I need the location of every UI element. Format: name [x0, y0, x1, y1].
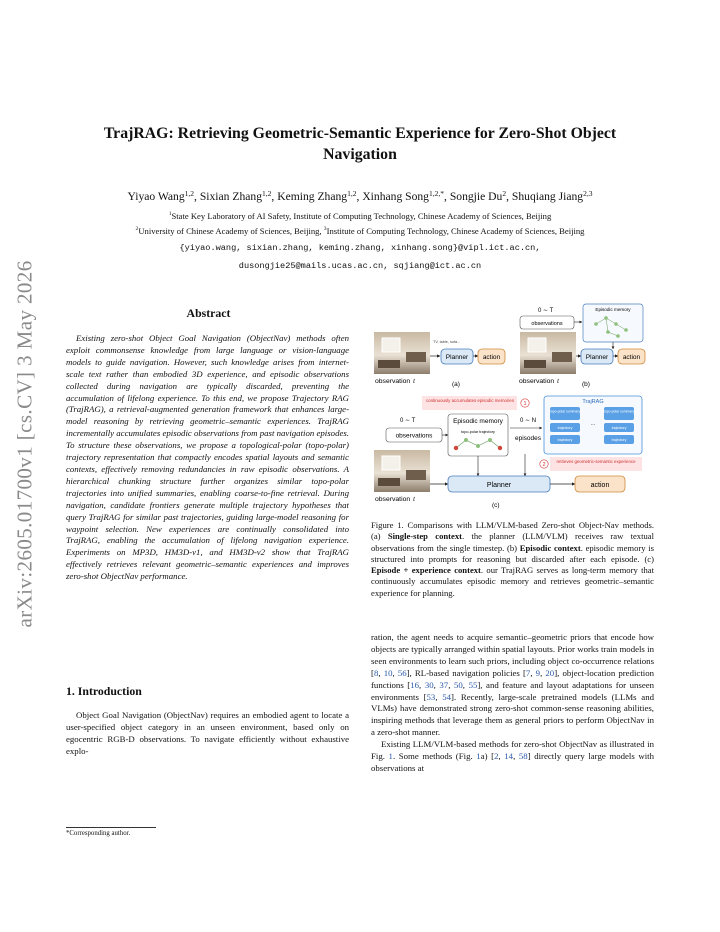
author: Songjie Du: [449, 190, 503, 203]
citation-link[interactable]: 9: [535, 667, 541, 678]
author: Xinhang Song: [362, 190, 429, 203]
panel-a-label: (a): [452, 381, 460, 388]
citation-link[interactable]: 16: [410, 679, 420, 690]
citation-link[interactable]: 14: [504, 751, 514, 762]
affiliation-line-2: $^2$University of Chinese Academy of Sciences, Beijing, $^3$Institute of Computing Technology, Chinese Academy of Sciences, Beijing: [135, 226, 585, 236]
abstract-text: Existing zero-shot Object Goal Navigation (ObjectNav) methods often exploit commonsense knowledge from large language or vision-language models to guide navigation. However, such knowledge arises from internet-scale text rather than embodied 3D experience, and episodic observations collected during navigation are typically discarded, preventing the accumulation of lifelong experience. To this end, we propose Trajectory RAG (TrajRAG), a retrieval-augmented generation framework that enhances large-model reasoning by retrieving geometric–semantic experiences. TrajRAG incrementally accumulates episodic observations from past navigation episodes. To structure these observations, we propose a topological-polar (topo-polar) trajectory representation that compactly encodes spatial layouts and semantic contexts, effectively removing redundancies in raw episodic observations. A hierarchical chunking structure further organizes similar topo-polar trajectories into unified summaries, enabling coarse-to-fine retrieval. During navigation, candidate frontiers generate multiple trajectory hypotheses that query TrajRAG for similar past trajectories, guiding large-model reasoning for waypoint selection. New experiences are continually consolidated into TrajRAG, enabling the accumulation of lifelong navigation experience. Experiments on MP3D, HM3D-v1, and HM3D-v2 show that TrajRAG effectively retrieves relevant geometric–semantic experiences and improves zero-shot ObjectNav performance.: [66, 333, 349, 582]
right-column-body: [371, 632, 654, 775]
citation-link[interactable]: 7: [525, 667, 531, 678]
email-line-1: {yiyao.wang, sixian.zhang, keming.zhang, xinhang.song}@vipl.ict.ac.cn,: [179, 243, 541, 253]
note-text-1: continuously accumulates episodic memories: [425, 398, 515, 403]
episodes-label: episodes: [515, 435, 542, 442]
author: Yiyao Wang: [127, 190, 185, 203]
arxiv-stamp: arXiv:2605.01700v1 [cs.CV] 3 May 2026: [12, 260, 37, 628]
planner-label: Planner: [486, 482, 512, 489]
citation-link[interactable]: 50: [453, 679, 463, 690]
obs-caption: observation t: [375, 496, 416, 503]
range-label: 0 ∼ N: [520, 418, 537, 424]
range-label: 0 ∼ T: [538, 308, 554, 314]
intro-paragraph: Object Goal Navigation (ObjectNav) requires an embodied agent to locate a user-specified object category in an unseen environment, based only on egocentric RGB-D observations. To navigate efficiently without exhaustive explo-: [66, 710, 349, 756]
action-label: action: [622, 354, 641, 361]
paragraph: ration, the agent needs to acquire semantic–geometric priors that encode how objects are typically arranged within spatial layouts. Prior works train models in seen environments to learn such priors, including object co-occurrence relations [8, 10, 56], RL-based navigation policies [7, 9, 20], object-location prediction functions [16, 30, 37, 50, 55], and feature and layout adaptations for unseen environments [53, 54]. Recently, large-scale pretrained models (LLMs and VLMs) have demonstrated strong zero-shot common-sense reasoning abilities, inspiring methods that leverage them as general priors to perform ObjectNav in a zero-shot manner.: [371, 632, 655, 738]
observations-label: observations: [395, 432, 433, 440]
figure-caption: Figure 1. Comparisons with LLM/VLM-based Zero-shot Object-Nav methods. (a) Single-step context. the planner (LLM/VLM) receives raw textual observations from the single timestep. (b) Episodic context. episodic memory is structured into prompts for reasoning but discarded after each episode. (c) Episode + experience context. our TrajRAG serves as long-term memory that continuously accumulates episodic memory and retrieves geometric–semantic experience for planning.: [371, 520, 654, 598]
section-heading: 1. Introduction: [66, 684, 142, 698]
footnote: *Corresponding author.: [66, 830, 131, 837]
step-1-marker: 1: [523, 401, 527, 408]
trajrag-title: TrajRAG: [582, 399, 604, 405]
ellipsis: ...: [590, 421, 596, 427]
paragraph: Existing LLM/VLM-based methods for zero-shot ObjectNav as illustrated in Fig. 1. Some methods (Fig. 1a) [2, 14, 58] directly query large models with observations at: [371, 739, 655, 773]
trajectory-box: trajectory: [557, 438, 573, 442]
trajectory-box: trajectory: [557, 426, 573, 430]
paper-title: TrajRAG: Retrieving Geometric-Semantic Experience for Zero-Shot Object Navigation: [103, 125, 617, 163]
summary-box: topo-polar summary: [549, 409, 581, 414]
author: Sixian Zhang: [199, 190, 262, 203]
figure-link[interactable]: 1: [476, 751, 481, 762]
panel-a: [374, 332, 505, 388]
citation-link[interactable]: 55: [468, 679, 478, 690]
topo-polar-label: topo-polar trajectory: [461, 430, 495, 434]
citation-link[interactable]: 37: [439, 679, 449, 690]
affiliation-line-1: $^1$State Key Laboratory of AI Safety, Institute of Computing Technology, Chinese Academy of Sciences, Beijing: [168, 211, 552, 221]
author: Keming Zhang: [277, 190, 348, 203]
trajectory-box: trajectory: [611, 438, 627, 442]
citation-link[interactable]: 20: [545, 667, 555, 678]
obs-caption: observation t: [375, 378, 416, 385]
step-2-marker: 2: [542, 462, 546, 469]
citation-link[interactable]: 54: [442, 691, 452, 702]
episodic-memory-title: Episodic memory: [453, 418, 503, 425]
figure-link[interactable]: 1: [388, 751, 393, 762]
footnote-rule: [66, 827, 156, 828]
summary-box: topo-polar summary: [603, 409, 635, 414]
citation-link[interactable]: 53: [426, 691, 436, 702]
abstract-heading: Abstract: [186, 306, 231, 320]
action-label: action: [482, 354, 501, 361]
figure-1: [370, 300, 655, 512]
range-label: 0 ∼ T: [400, 418, 416, 424]
trajectory-box: trajectory: [611, 426, 627, 430]
planner-label: Planner: [445, 354, 469, 361]
obs-caption: observation t: [519, 378, 560, 385]
mini-labels: TV, table, sofa...: [433, 340, 461, 344]
author: Shuqiang Jiang: [511, 190, 584, 203]
citation-link[interactable]: 30: [424, 679, 434, 690]
panel-b: [519, 304, 645, 388]
episodic-memory-title: Episodic memory: [595, 307, 631, 312]
citation-link[interactable]: 2: [494, 751, 499, 762]
panel-c-label: (c): [492, 502, 500, 509]
citation-link[interactable]: 8: [373, 667, 379, 678]
citation-link[interactable]: 58: [518, 751, 528, 762]
citation-link[interactable]: 56: [397, 667, 407, 678]
observations-label: observations: [531, 321, 563, 327]
email-line-2: dusongjie25@mails.ucas.ac.cn, sqjiang@ict.ac.cn: [238, 261, 482, 271]
panel-c: [374, 396, 642, 509]
panel-b-label: (b): [582, 381, 590, 388]
planner-label: Planner: [585, 354, 609, 361]
author-list: Yiyao Wang$^{1,2}$, Sixian Zhang$^{1,2}$, Keming Zhang$^{1,2}$, Xinhang Song$^{1,2,*}$, Songjie Du$^2$, Shuqiang Jiang$^{2,3}$: [127, 189, 593, 203]
action-label: action: [590, 482, 610, 489]
note-text-2: retrieves geometric-semantic experience: [556, 459, 636, 464]
citation-link[interactable]: 10: [383, 667, 393, 678]
